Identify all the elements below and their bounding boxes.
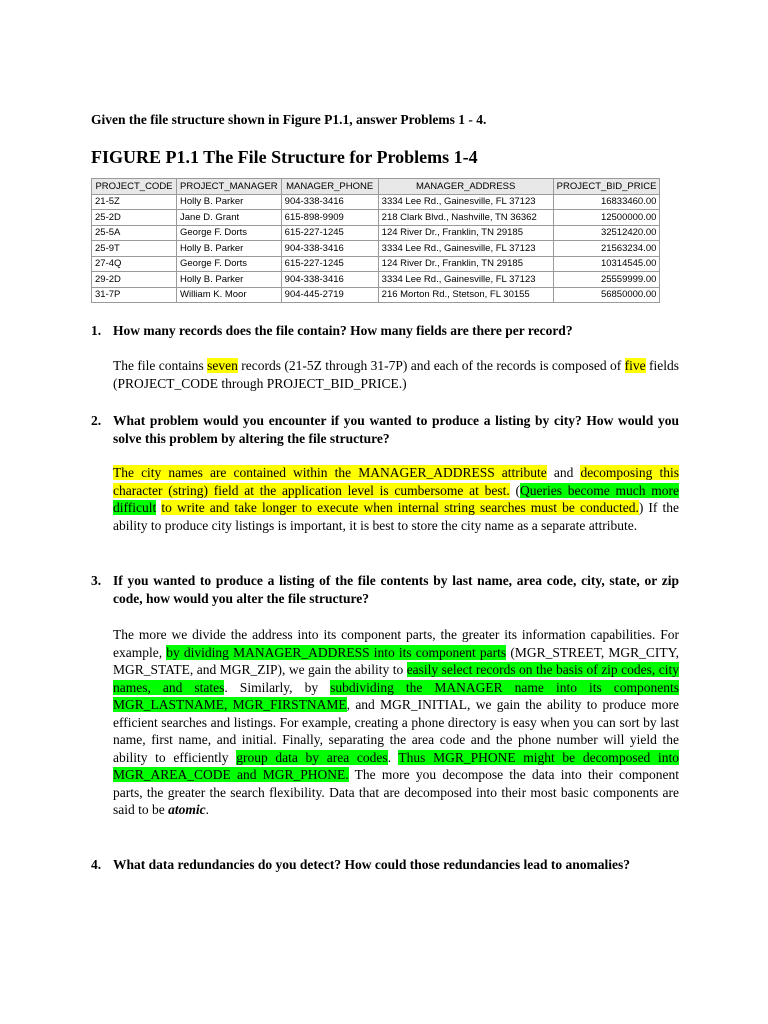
table-cell: William K. Moor [177, 287, 282, 303]
question-number: 4. [91, 857, 102, 872]
highlight-green: easily select records on the basis of zip codes, city names, and states [113, 662, 679, 695]
table-cell: 3334 Lee Rd., Gainesville, FL 37123 [378, 194, 553, 210]
table-cell: 10314545.00 [553, 256, 660, 272]
highlight-green: Thus MGR_PHONE might be decomposed into MGR_AREA_CODE and MGR_PHONE. [113, 749, 679, 782]
answer-3 [113, 626, 679, 819]
table-cell: 21563234.00 [553, 241, 660, 257]
answer-text: fields (PROJECT_CODE through PROJECT_BID_PRICE.) [113, 358, 679, 391]
highlight-green: subdividing the MANAGER name into its components MGR_LASTNAME, MGR_FIRSTNAME [113, 679, 679, 712]
answer-text: . [387, 749, 399, 765]
column-header: PROJECT_BID_PRICE [553, 179, 660, 195]
question-text: If you wanted to produce a listing of the file contents by last name, area code, city, state, or zip code, how would you alter the file structure? [113, 573, 679, 606]
highlight-green: group data by area codes [236, 749, 388, 765]
table-cell: 25-5A [92, 225, 177, 241]
question-number: 2. [91, 413, 102, 428]
highlight-yellow: to write and take longer to execute when internal string searches must be conducted. [161, 500, 639, 515]
question-1 [91, 322, 679, 340]
table-cell: 25559999.00 [553, 272, 660, 288]
table-cell: 12500000.00 [553, 210, 660, 226]
table-cell: 31-7P [92, 287, 177, 303]
column-header: MANAGER_PHONE [281, 179, 378, 195]
answer-text: ) If the ability to produce city listings is important, it is best to store the city name as a separate attribute. [113, 500, 680, 533]
answer-1 [113, 357, 679, 392]
table-cell: 27-4Q [92, 256, 177, 272]
table-cell: Holly B. Parker [177, 194, 282, 210]
highlight-yellow: seven [207, 358, 238, 373]
table-cell: 32512420.00 [553, 225, 660, 241]
table-cell: 3334 Lee Rd., Gainesville, FL 37123 [378, 272, 553, 288]
answer-text: , and MGR_INITIAL, we gain the ability to produce more efficient searches and listings. For example, creating a phone directory is easy when you can sort by last name, first name, and initial. Finally, separating the area code and the phone number will yield the ability to efficiently [113, 697, 679, 765]
table-row [92, 241, 660, 257]
table-cell: Jane D. Grant [177, 210, 282, 226]
table-cell: 904-338-3416 [281, 241, 378, 257]
table-cell: Holly B. Parker [177, 241, 282, 257]
table-row [92, 210, 660, 226]
table-cell: 615-227-1245 [281, 225, 378, 241]
table-row [92, 287, 660, 303]
answer-text: The more we divide the address into its component parts, the greater its information capabilities. For example, [113, 627, 679, 660]
question-number: 3. [91, 573, 102, 588]
answer-text: The file contains [113, 358, 208, 373]
table-cell: George F. Dorts [177, 225, 282, 241]
question-text: What problem would you encounter if you wanted to produce a listing by city? How would you solve this problem by altering the file structure? [113, 413, 679, 446]
table-header-row [92, 179, 660, 195]
answer-text: ( [509, 482, 521, 498]
table-cell: 25-2D [92, 210, 177, 226]
table-cell: 25-9T [92, 241, 177, 257]
table-cell: 3334 Lee Rd., Gainesville, FL 37123 [378, 241, 553, 257]
answer-text: The more you decompose the data into their component parts, the greater the search flexibility. Data that are decomposed into their most basic components are said to be [113, 767, 679, 817]
question-text: How many records does the file contain? How many fields are there per record? [113, 323, 573, 338]
atomic-term: atomic [168, 802, 206, 817]
table-cell: 29-2D [92, 272, 177, 288]
table-row [92, 272, 660, 288]
figure-title: FIGURE P1.1 The File Structure for Problems 1-4 [91, 147, 478, 167]
table-cell: 124 River Dr., Franklin, TN 29185 [378, 225, 553, 241]
table-cell: 904-338-3416 [281, 194, 378, 210]
question-3 [91, 572, 679, 608]
intro-text: Given the file structure shown in Figure P1.1, answer Problems 1 - 4. [91, 112, 487, 127]
table-row [92, 225, 660, 241]
table-cell: 904-445-2719 [281, 287, 378, 303]
answer-text: . [205, 802, 209, 817]
column-header: PROJECT_MANAGER [177, 179, 282, 195]
file-structure-table [91, 178, 660, 303]
answer-2 [113, 464, 679, 534]
question-text: What data redundancies do you detect? How could those redundancies lead to anomalies? [113, 857, 631, 872]
highlight-yellow: decomposing this character (string) field at the application level is cumbersome at best. [113, 465, 680, 498]
question-4 [91, 856, 679, 874]
table-row [92, 256, 660, 272]
answer-text: records (21-5Z through 31-7P) and each of the records is composed of [237, 358, 625, 373]
answer-text: and [546, 465, 581, 480]
highlight-green: Queries become much more difficult [113, 482, 680, 515]
question-2 [91, 412, 679, 448]
answer-text: . Similarly, by [224, 679, 331, 695]
table-row [92, 194, 660, 210]
answer-text: (MGR_STREET, MGR_CITY, MGR_STATE, and MGR_ZIP), we gain the ability to [113, 644, 680, 677]
table-cell: 21-5Z [92, 194, 177, 210]
table-cell: 124 River Dr., Franklin, TN 29185 [378, 256, 553, 272]
table-cell: 615-227-1245 [281, 256, 378, 272]
table-cell: 56850000.00 [553, 287, 660, 303]
table-cell: George F. Dorts [177, 256, 282, 272]
table-cell: 615-898-9909 [281, 210, 378, 226]
question-number: 1. [91, 323, 102, 338]
table-cell: 904-338-3416 [281, 272, 378, 288]
highlight-yellow: five [624, 358, 646, 373]
column-header: MANAGER_ADDRESS [378, 179, 553, 195]
highlight-yellow: The city names are contained within the MANAGER_ADDRESS attribute [113, 465, 547, 480]
column-header: PROJECT_CODE [92, 179, 177, 195]
table-cell: Holly B. Parker [177, 272, 282, 288]
table-cell: 216 Morton Rd., Stetson, FL 30155 [378, 287, 553, 303]
table-cell: 16833460.00 [553, 194, 660, 210]
table-cell: 218 Clark Blvd., Nashville, TN 36362 [378, 210, 553, 226]
highlight-green: by dividing MANAGER_ADDRESS into its component parts [166, 644, 507, 660]
